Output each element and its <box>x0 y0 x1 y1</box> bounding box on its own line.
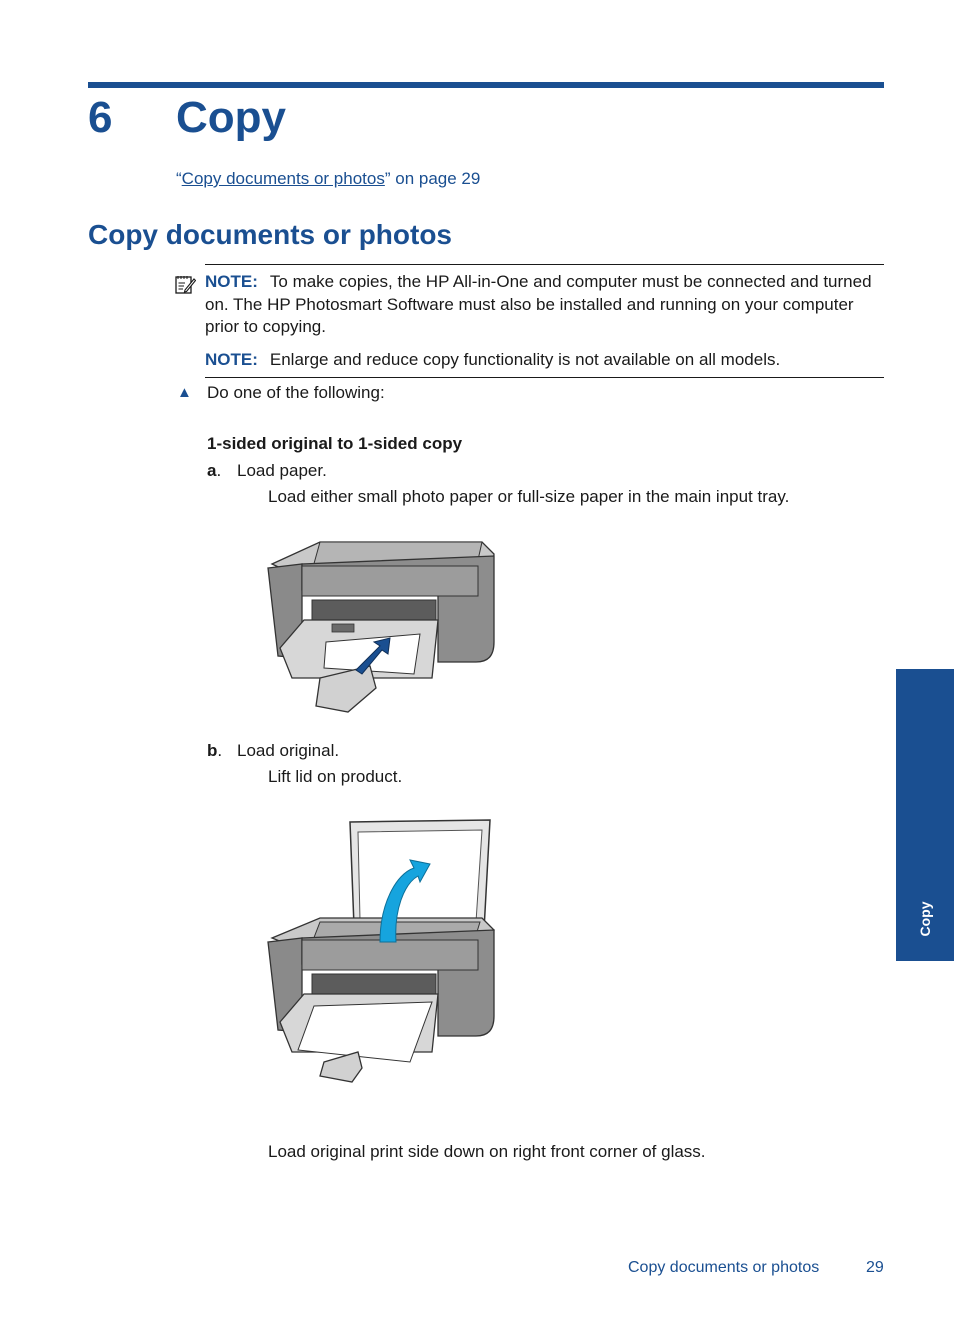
chapter-title: Copy <box>176 93 286 142</box>
step-b-text: Load original. <box>237 741 340 760</box>
step-b-letter: b. <box>207 741 223 760</box>
after-image-text: Load original print side down on right front corner of glass. <box>268 1142 706 1161</box>
section-title: Copy documents or photos <box>88 219 452 250</box>
chapter-number: 6 <box>88 93 113 142</box>
step-a-detail: Load either small photo paper or full-size paper in the main input tray. <box>268 487 790 506</box>
toc-link[interactable]: Copy documents or photos <box>181 169 385 188</box>
footer-page-number: 29 <box>866 1259 884 1276</box>
note-icon <box>174 273 196 295</box>
step-a-letter: a. <box>207 461 222 480</box>
note-label: NOTE: <box>205 350 258 369</box>
step-b-detail: Lift lid on product. <box>268 767 403 786</box>
side-chapter-tab <box>896 669 954 961</box>
note-text: To make copies, the HP All-in-One and computer must be connected and turned on. The HP Photosmart Software must also be installed and running on your computer prior to copying. <box>205 272 872 336</box>
side-tab-label: Copy <box>917 901 933 937</box>
note-connection <box>205 271 885 339</box>
toc-page-ref: on page 29 <box>390 169 481 188</box>
toc-open-quote: “ <box>176 169 182 188</box>
note-bottom-divider <box>205 377 884 378</box>
printer-load-paper-illustration <box>262 538 498 716</box>
step-intro: Do one of the following: <box>207 383 385 402</box>
note-text: Enlarge and reduce copy functionality is not available on all models. <box>269 350 781 369</box>
step-a-text: Load paper. <box>237 461 327 480</box>
chapter-top-rule <box>88 82 884 88</box>
triangle-bullet-icon: ▲ <box>177 384 192 401</box>
toc-close-quote: ” <box>384 169 391 188</box>
chapter-toc-entry <box>176 169 480 189</box>
note-top-divider <box>205 264 884 265</box>
printer-lift-lid-illustration <box>262 818 498 1090</box>
note-enlarge <box>205 349 885 372</box>
note-label: NOTE: <box>205 272 258 291</box>
footer-section-title: Copy documents or photos <box>628 1259 820 1276</box>
subheading: 1-sided original to 1-sided copy <box>207 434 463 453</box>
